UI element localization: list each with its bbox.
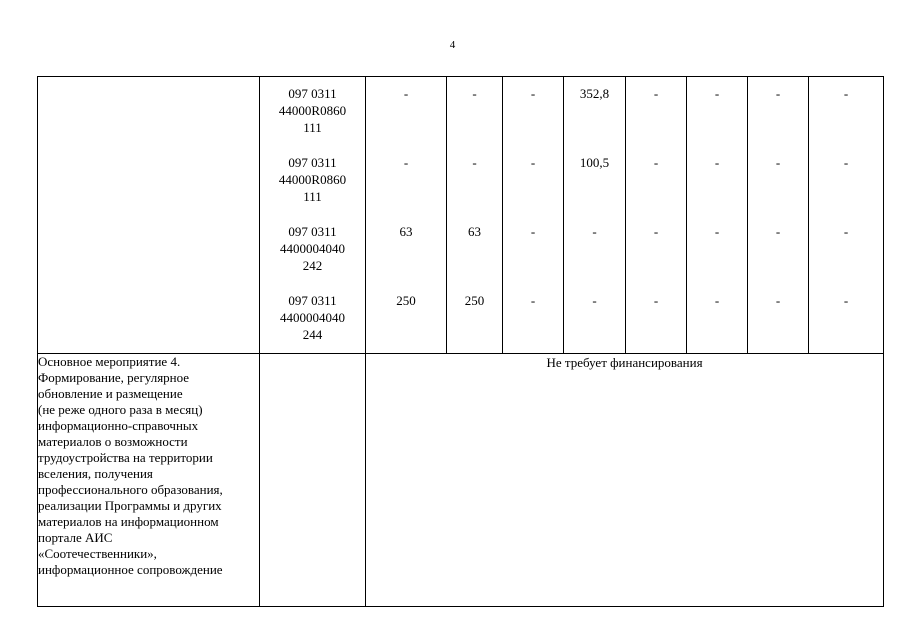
funding-value: 63 (399, 224, 413, 239)
funding-value: - (775, 224, 781, 239)
funding-value: - (653, 224, 659, 239)
funding-value: 250 (396, 293, 416, 308)
activity-description-line: Основное мероприятие 4. (38, 354, 181, 369)
funding-value: - (843, 155, 849, 170)
value-column-8 (809, 77, 884, 354)
value-column-1 (366, 77, 447, 354)
funding-table (37, 76, 884, 607)
funding-value: 250 (464, 293, 485, 308)
budget-code-line: 097 0311 (288, 155, 337, 170)
activity-description-line: портале АИС (38, 530, 113, 545)
table-row-activity-4 (38, 354, 884, 607)
funding-value: - (653, 293, 659, 308)
budget-code-line: 111 (303, 189, 322, 204)
funding-value: - (472, 86, 477, 101)
budget-code-line: 244 (302, 327, 323, 342)
budget-code-line: 242 (302, 258, 323, 273)
funding-value: - (714, 155, 720, 170)
funding-value: 352,8 (579, 86, 610, 101)
budget-code-line: 4400004040 (280, 310, 345, 325)
budget-code-2 (260, 146, 365, 215)
funding-value: - (403, 86, 409, 101)
value-column-6 (687, 77, 748, 354)
budget-code-line: 44000R0860 (278, 172, 347, 187)
funding-value: - (775, 293, 781, 308)
funding-value: - (714, 86, 720, 101)
funding-value: - (530, 224, 536, 239)
activity-description-line: материалов о возможности (38, 434, 188, 449)
value-column-7 (748, 77, 809, 354)
budget-code-line: 097 0311 (288, 224, 337, 239)
funding-value: - (530, 86, 536, 101)
funding-value: - (530, 293, 536, 308)
budget-code-1 (260, 77, 365, 146)
table-row-funding-codes (38, 77, 884, 354)
budget-code-cell (260, 77, 366, 354)
page-number: 4 (449, 39, 456, 51)
budget-code-line: 097 0311 (288, 293, 337, 308)
value-column-4 (564, 77, 626, 354)
empty-description-cell (38, 77, 260, 354)
value-column-3 (503, 77, 564, 354)
funding-value: - (843, 224, 849, 239)
funding-value: - (653, 155, 659, 170)
budget-code-3 (260, 215, 365, 284)
activity-4-code-cell (260, 354, 366, 607)
activity-description-line: профессионального образования, (38, 482, 223, 497)
activity-description-line: реализации Программы и других (38, 498, 222, 513)
funding-value: - (714, 293, 720, 308)
funding-value: - (472, 155, 477, 170)
funding-value: - (592, 224, 597, 239)
funding-value: - (653, 86, 659, 101)
activity-description-line: (не реже одного раза в месяц) (38, 402, 203, 417)
budget-code-line: 44000R0860 (278, 103, 347, 118)
funding-value: - (843, 86, 849, 101)
funding-value: 100,5 (579, 155, 610, 170)
activity-description-line: «Соотечественники», (38, 546, 157, 561)
activity-description-line: вселения, получения (38, 466, 153, 481)
funding-value: - (530, 155, 536, 170)
activity-description-line: обновление и размещение (38, 386, 183, 401)
activity-description-line: информационно-справочных (38, 418, 199, 433)
value-column-5 (626, 77, 687, 354)
funding-value: - (843, 293, 849, 308)
budget-code-4 (260, 284, 365, 353)
activity-description-line: трудоустройства на территории (38, 450, 213, 465)
value-column-2 (447, 77, 503, 354)
funding-value: - (592, 293, 597, 308)
funding-value: 63 (468, 224, 481, 239)
funding-value: - (403, 155, 409, 170)
activity-description-line: информационное сопровождение (38, 562, 223, 577)
funding-value: - (775, 86, 781, 101)
activity-4-description (38, 354, 260, 607)
activity-description-line: Формирование, регулярное (38, 370, 190, 385)
budget-code-line: 4400004040 (280, 241, 345, 256)
funding-value: - (775, 155, 781, 170)
budget-code-line: 097 0311 (288, 86, 337, 101)
budget-code-line: 111 (303, 120, 322, 135)
funding-value: - (714, 224, 720, 239)
activity-description-line: материалов на информационном (38, 514, 219, 529)
activity-4-funding-note: Не требует финансирования (366, 354, 884, 607)
